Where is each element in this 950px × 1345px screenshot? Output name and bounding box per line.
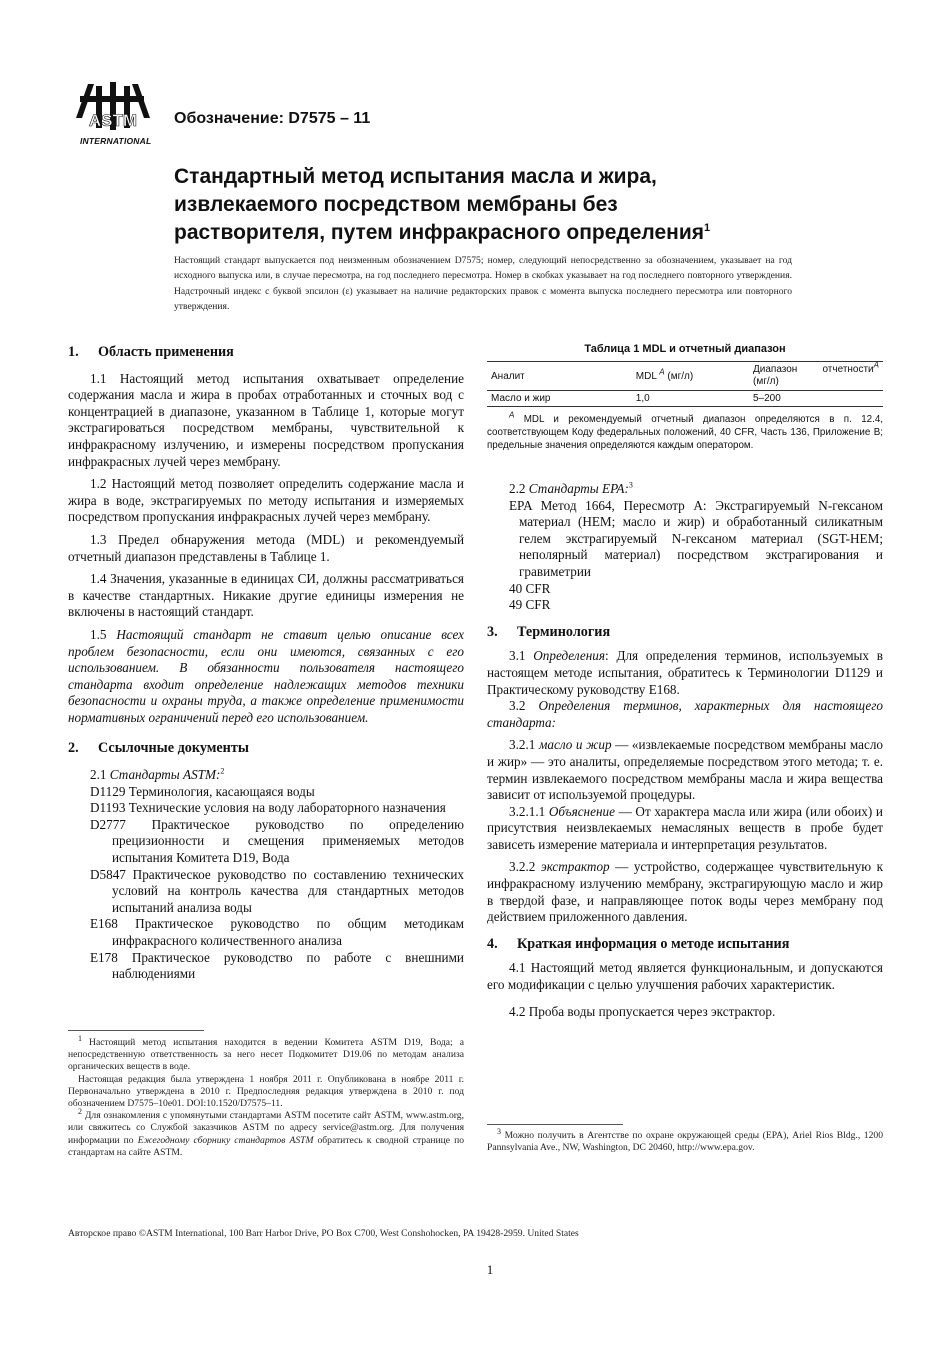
footnote-1-text: Настоящий метод испытания находится в ведении Комитета ASTM D19, Вода; а непосредственную ответственность за него несет Подкомитет D19.06 по методам анализа органических веществ в воде. xyxy=(68,1037,464,1073)
footnote-2 xyxy=(68,1107,464,1159)
table-1-header-reporting xyxy=(818,362,883,391)
section-4-heading xyxy=(487,936,883,953)
title-line-1: Стандартный метод испытания масла и жира, xyxy=(174,165,657,188)
table-1-note-text: MDL и рекомендуемый отчетный диапазон определяются в п. 12.4, соответствующем Коду федеральных положений, 40 CFR, Часть 136, Приложение B; предельные значения определяются каждым оператором. xyxy=(487,414,883,451)
footnote-2-ref-mark: 2 xyxy=(78,1107,82,1117)
para-3-2-text: Определения терминов, характерных для настоящего стандарта: xyxy=(487,698,883,730)
para-1-2: 1.2 Настоящий метод позволяет определить содержание масла и жира в воде, экстрагируемых по методу испытания и измеряемых посредством пропускания инфракрасных лучей через мембрану. xyxy=(68,476,464,525)
para-2-2 xyxy=(487,481,883,498)
para-1-1: 1.1 Настоящий метод испытания охватывает определение содержания масла и жира в пробах отработанных и сточных вод с концентрацией в диапазоне, указанном в Таблице 1, которые могут экстрагироваться посредством мембраны, чувствительной к инфракрасному излучению, и измерены посредством пропускания инфракрасных лучей через мембрану. xyxy=(68,370,464,469)
para-1-5 xyxy=(68,627,464,727)
table-1-cell-range: 5–200 xyxy=(752,393,781,404)
section-3-number: 3. xyxy=(487,623,498,640)
footnote-1-mark: 1 xyxy=(78,1033,82,1043)
table-1-header-range-unit: (мг/л) xyxy=(752,376,779,387)
para-1-3: 1.3 Предел обнаружения метода (MDL) и рекомендуемый отчетный диапазон представлены в Таблице 1. xyxy=(68,531,464,564)
para-3-2-1-number: 3.2.1 xyxy=(509,737,536,753)
copyright-line: Авторское право ©ASTM International, 100 Barr Harbor Drive, PO Box C700, West Conshohocken, PA 19428-2959. United States xyxy=(68,1228,579,1239)
para-3-2-2-number: 3.2.2 xyxy=(509,859,536,875)
table-1-header-mdl xyxy=(632,362,749,391)
footnote-2-text-b: обратитесь к сводной странице по стандартам на сайте ASTM. xyxy=(68,1134,464,1158)
para-4-2: 4.2 Проба воды пропускается через экстрактор. xyxy=(509,1003,776,1019)
table-1-header-range xyxy=(749,362,818,391)
ref-e168: E168 Практическое руководство по общим методикам инфракрасного количественного анализа xyxy=(90,916,464,948)
designation: Обозначение: D7575 – 11 xyxy=(174,110,371,127)
footnote-1b: Настоящая редакция была утверждена 1 ноября 2011 г. Опубликована в ноябре 2011 г. Первоначально утверждена в 2010 г. Предпоследняя редакция утверждена в 2010 г. под обозначением D7575–10e01. DOI:10.1520/D7575–11. xyxy=(68,1073,464,1110)
footnotes-left xyxy=(68,1033,464,1159)
footnote-rule-right xyxy=(487,1124,623,1125)
table-1 xyxy=(487,361,883,407)
ref-d2777: D2777 Практическое руководство по определению прецизионности и смещения применяемых методов испытания Комитета D19, Вода xyxy=(90,816,464,866)
logo-letters: ASTM xyxy=(88,111,138,130)
table-1-cell-mdl: 1,0 xyxy=(635,393,650,404)
footnote-1 xyxy=(68,1033,464,1074)
standard-notice: Настоящий стандарт выпускается под неизменным обозначением D7575; номер, следующий непосредственно за обозначением, указывает на год исходного выпуска или, в случае пересмотра, на год последнего пересмотра. Номер в скобках указывает на год последнего повторного утверждения. Надстрочный индекс с буквой эпсилон (ε) указывает на наличие редакторских правок с момента выпуска последнего пересмотра или повторного утверждения. xyxy=(174,255,792,313)
title-line-3-text: растворителя, путем инфракрасного определения xyxy=(174,221,705,244)
title-footnote-mark: 1 xyxy=(704,222,711,234)
section-2-heading xyxy=(68,740,464,757)
para-3-2-2 xyxy=(487,859,883,925)
table-1-header-mdl-label: MDL xyxy=(635,371,657,382)
para-3-2 xyxy=(487,698,883,731)
para-3-2-1-1-term: Объяснение xyxy=(548,803,615,819)
footnotes-right xyxy=(487,1126,883,1154)
right-column xyxy=(487,481,883,1020)
table-1-header-reporting-label: отчетности xyxy=(822,364,874,375)
para-1-5-number: 1.5 xyxy=(90,626,107,642)
logo-international: INTERNATIONAL xyxy=(80,136,152,146)
ref-49-cfr: 49 CFR xyxy=(509,597,551,613)
table-1-header-row xyxy=(487,362,883,391)
para-1-5-text: Настоящий стандарт не ставит целью описание всех проблем безопасности, если они имеются, связанных с его использованием. В обязанности пользователя настоящего стандарта входит определение надлежащих методов техники безопасности и охраны труда, а также определение применимости нормативных ограничений перед его использованием. xyxy=(68,626,465,725)
para-3-2-1-term: масло и жир xyxy=(538,737,612,753)
para-3-2-1-1 xyxy=(487,804,883,854)
para-2-1-text: Стандарты ASTM: xyxy=(109,767,221,783)
para-3-1 xyxy=(487,648,883,698)
table-1-header-reporting-note: A xyxy=(873,360,879,370)
ref-d1129: D1129 Терминология, касающаяся воды xyxy=(90,783,315,799)
para-2-1-number: 2.1 xyxy=(90,767,107,783)
footnote-3-ref-mark: 3 xyxy=(497,1126,501,1136)
footnote-2-book: Ежегодному сборнику стандартов ASTM xyxy=(137,1134,314,1146)
page-number: 1 xyxy=(486,1262,494,1277)
footnote-2-mark: 2 xyxy=(220,766,225,776)
para-3-2-1-text: — «извлекаемые посредством мембраны масло и жир» — это аналиты, определяемые посредством этого метода; т. е. термин извлекаемого посредством мембраны масла и жира вещества зависит от используемой процедуры. xyxy=(487,737,883,803)
ref-epa-1664: EPA Метод 1664, Пересмотр A: Экстрагируемый N-гексаном материал (HEM; масло и жир) и обработанный силикатным гелем экстрагируемый N-гексаном материал (SGT-HEM; неполярный материал) посредством экстрагирования и гравиметрии xyxy=(509,497,883,579)
section-1-number: 1. xyxy=(68,344,79,360)
ref-40-cfr: 40 CFR xyxy=(509,580,551,596)
ref-e178: E178 Практическое руководство по работе с внешними наблюдениями xyxy=(90,949,464,982)
para-3-2-1-1-text: — От характера масла или жира (или обоих) и присутствия неизвлекаемых немасляных веществ в пробе будет зависеть измерение материала и интерпретация результатов. xyxy=(487,803,883,852)
section-3-title: Терминология xyxy=(517,623,611,640)
para-3-1-text: : Для определения терминов, используемых в настоящем методе испытания, обратитесь к Терминологии D1129 и Практическому руководству E168. xyxy=(487,648,883,697)
title-line-3 xyxy=(174,219,794,247)
para-2-2-text: Стандарты EPA: xyxy=(528,481,629,496)
ref-d1193: D1193 Технические условия на воду лабораторного назначения xyxy=(90,800,446,816)
table-1-header-range-label: Диапазон xyxy=(752,364,798,375)
section-3-heading xyxy=(487,624,883,641)
para-3-2-1 xyxy=(487,737,883,803)
para-3-1-term: Определения xyxy=(533,648,606,664)
para-3-2-number: 3.2 xyxy=(509,698,526,714)
section-2-number: 2. xyxy=(68,740,79,757)
para-2-1 xyxy=(68,767,464,784)
table-1-cell-analyte: Масло и жир xyxy=(491,393,551,404)
footnote-3 xyxy=(487,1126,883,1154)
table-1-header-mdl-note: A xyxy=(659,367,665,377)
document-title xyxy=(174,163,794,247)
para-3-2-2-text: — устройство, содержащее чувствительную к инфракрасному излучению мембрану, экстрагирующую масло и жир в твердой фазе, и направляющее поток воды через мембрану под действием приложенного давления. xyxy=(487,859,883,925)
para-2-2-number: 2.2 xyxy=(509,481,526,496)
footnote-3-mark: 3 xyxy=(628,480,633,490)
footnote-3-text: Можно получить в Агентстве по охране окружающей среды (EPA), Ariel Rios Bldg., 1200 Pannsylvania Ave., NW, Washington, DC 20460, http://www.epa.gov. xyxy=(487,1130,883,1154)
table-1-header-mdl-unit: (мг/л) xyxy=(667,371,694,382)
para-3-2-2-term: экстрактор xyxy=(540,859,610,875)
astm-logo xyxy=(66,78,160,150)
table-1-header-analyte: Аналит xyxy=(491,371,525,382)
left-column xyxy=(68,344,464,983)
para-1-4: 1.4 Значения, указанные в единицах СИ, должны рассматриваться в качестве стандартных. Никакие другие единицы измерения не включены в настоящий стандарт. xyxy=(68,571,464,620)
ref-d5847: D5847 Практическое руководство по составлению технических условий на контроль качества для стандартных методов испытаний анализа воды xyxy=(90,866,464,915)
footnote-rule-left xyxy=(68,1030,204,1031)
section-2-title: Ссылочные документы xyxy=(98,740,249,757)
table-row xyxy=(487,391,883,407)
para-4-1: 4.1 Настоящий метод является функциональным, и допускаются его модификации с целью улучшения рабочих характеристик. xyxy=(487,960,883,993)
section-1-heading xyxy=(68,344,464,361)
para-3-2-1-1-number: 3.2.1.1 xyxy=(509,803,546,819)
table-1-note-mark: A xyxy=(509,410,515,420)
section-1-title: Область применения xyxy=(98,344,234,360)
table-1-note xyxy=(487,410,883,452)
table-1-block xyxy=(487,343,883,452)
para-3-1-number: 3.1 xyxy=(509,648,526,664)
footnote-2-text-a: Для ознакомления с упомянутыми стандартами ASTM посетите сайт ASTM, www.astm.org, или свяжитесь со Службой заказчиков ASTM по адресу service@astm.org. Для получения информации по xyxy=(68,1110,464,1146)
section-4-number: 4. xyxy=(487,935,498,952)
title-line-2: извлекаемого посредством мембраны без xyxy=(174,193,618,216)
section-4-title: Краткая информация о методе испытания xyxy=(517,935,790,952)
table-1-title: Таблица 1 MDL и отчетный диапазон xyxy=(584,343,786,355)
